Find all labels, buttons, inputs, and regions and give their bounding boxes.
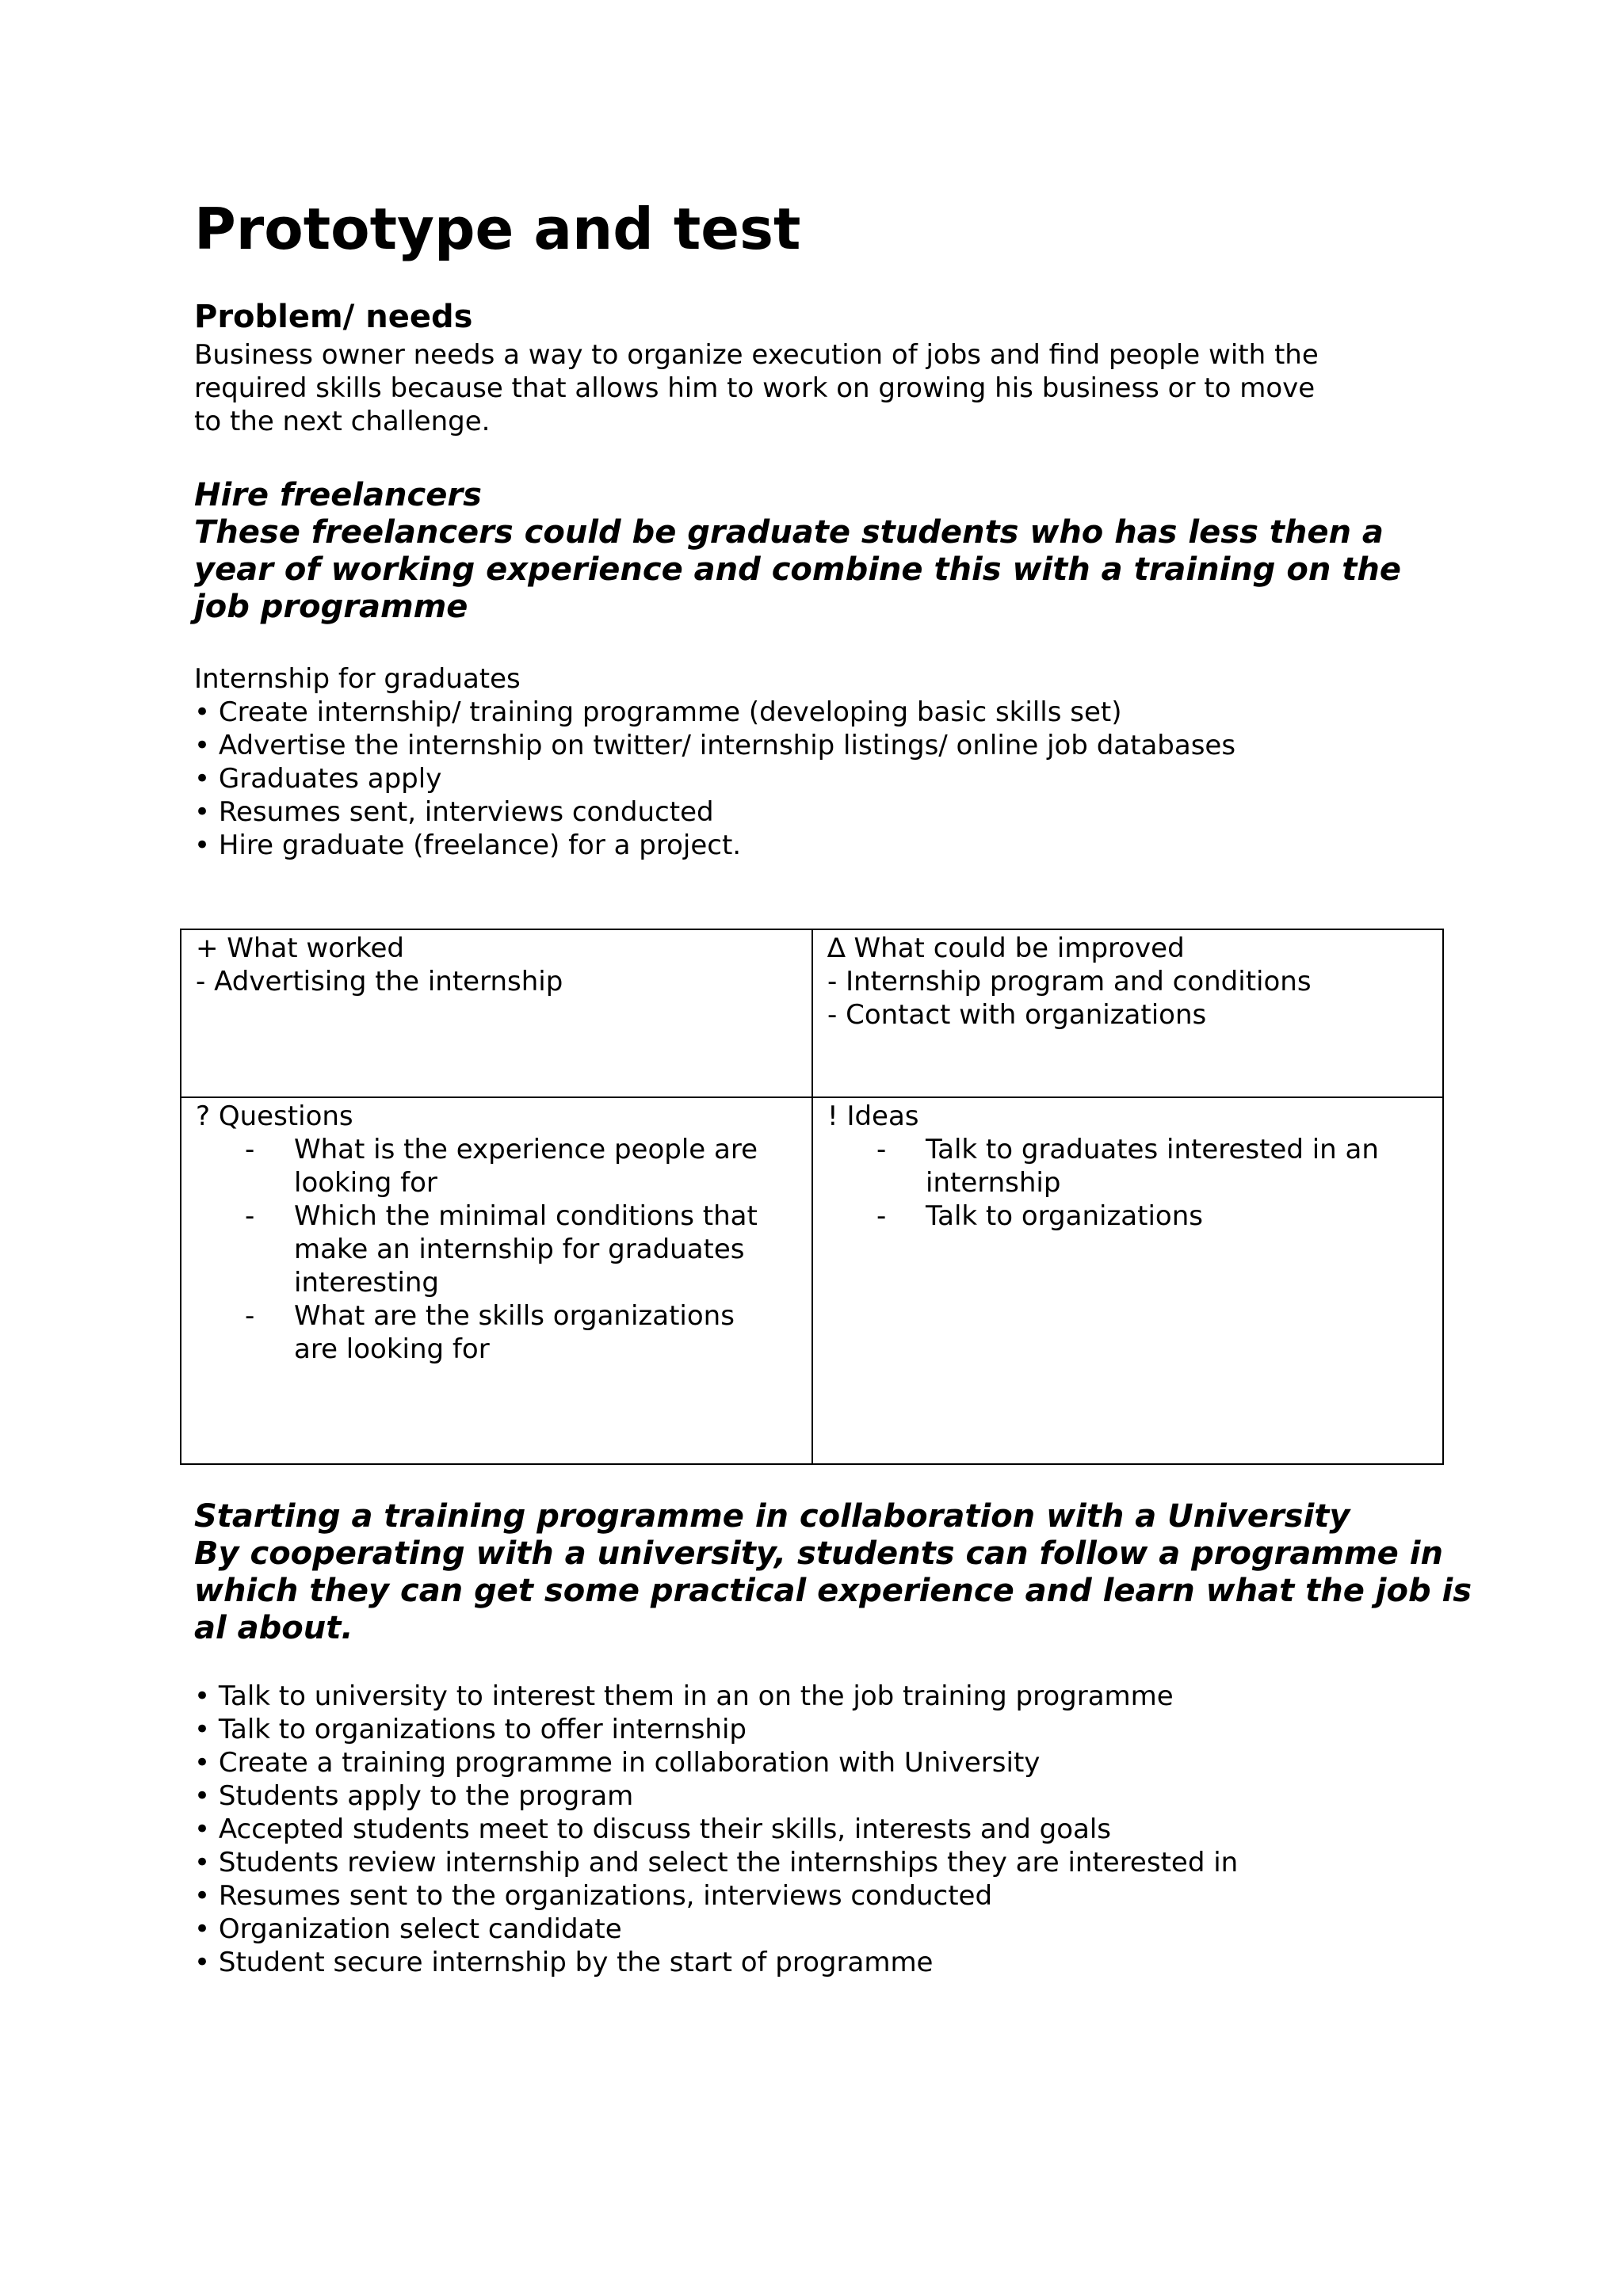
improved-item: - Contact with organizations <box>827 999 1207 1031</box>
question-line: make an internship for graduates <box>294 1234 745 1265</box>
internship-item: • Graduates apply <box>194 763 442 795</box>
training-line: By cooperating with a university, students can follow a programme in <box>194 1535 1443 1572</box>
internship-item: • Hire graduate (freelance) for a project. <box>194 830 742 861</box>
problem-line: required skills because that allows him to work on growing his business or to move <box>194 372 1316 404</box>
what-worked-cell <box>181 930 813 1098</box>
question-line: looking for <box>294 1167 437 1199</box>
internship-section <box>194 662 1235 862</box>
question-line: are looking for <box>294 1333 490 1365</box>
training-item: • Talk to university to interest them in an on the job training programme <box>194 1680 1174 1712</box>
question-line: What are the skills organizations <box>294 1300 735 1332</box>
training-steps-list <box>194 1680 1238 1979</box>
questions-heading: ? Questions <box>196 1100 353 1132</box>
training-item: • Talk to organizations to offer internship <box>194 1714 747 1745</box>
training-item: • Resumes sent to the organizations, interviews conducted <box>194 1880 993 1912</box>
questions-list <box>196 1133 812 1366</box>
hire-line: These freelancers could be graduate students who has less then a <box>194 514 1384 551</box>
page-title: Prototype and test <box>194 196 801 262</box>
hire-line: job programme <box>194 589 468 625</box>
internship-intro: Internship for graduates <box>194 663 521 695</box>
training-item: • Students review internship and select the internships they are interested in <box>194 1847 1239 1878</box>
problem-heading: Problem/ needs <box>194 299 473 335</box>
question-line: Which the minimal conditions that <box>294 1200 758 1232</box>
training-line: al about. <box>194 1610 353 1646</box>
question-line: What is the experience people are <box>294 1134 758 1165</box>
internship-item: • Create internship/ training programme (developing basic skills set) <box>194 696 1122 728</box>
training-programme-section <box>194 1498 1472 1647</box>
problem-line: Business owner needs a way to organize execution of jobs and find people with the <box>194 339 1319 371</box>
hire-line: year of working experience and combine this with a training on the <box>194 551 1401 588</box>
what-could-be-improved-cell <box>813 930 1442 1098</box>
question-item <box>196 1199 812 1299</box>
problem-paragraph <box>194 338 1319 438</box>
ideas-list <box>827 1133 1442 1233</box>
improved-item: - Internship program and conditions <box>827 966 1312 997</box>
ideas-cell <box>813 1098 1442 1463</box>
dash-bullet: - <box>876 1200 887 1232</box>
what-worked-item: - Advertising the internship <box>196 966 563 997</box>
training-item: • Student secure internship by the start of programme <box>194 1947 934 1978</box>
dash-bullet: - <box>876 1134 887 1165</box>
question-item <box>196 1299 812 1366</box>
training-item: • Accepted students meet to discuss their skills, interests and goals <box>194 1814 1112 1845</box>
dash-bullet: - <box>245 1300 255 1332</box>
training-item: • Students apply to the program <box>194 1780 634 1812</box>
question-line: interesting <box>294 1267 440 1299</box>
ideas-heading: ! Ideas <box>827 1100 919 1132</box>
training-heading: Starting a training programme in collaboration with a University <box>194 1498 1350 1535</box>
training-item: • Create a training programme in collaboration with University <box>194 1747 1041 1779</box>
idea-item <box>827 1199 1442 1233</box>
idea-line: Talk to organizations <box>926 1200 1203 1232</box>
question-item <box>196 1133 812 1199</box>
dash-bullet: - <box>245 1200 255 1232</box>
idea-line: internship <box>926 1167 1061 1199</box>
improved-heading: ∆ What could be improved <box>827 933 1185 964</box>
evaluation-grid <box>180 929 1444 1465</box>
hire-heading: Hire freelancers <box>194 477 482 513</box>
internship-item: • Resumes sent, interviews conducted <box>194 796 714 828</box>
dash-bullet: - <box>245 1134 255 1165</box>
training-line: which they can get some practical experience and learn what the job is <box>194 1573 1472 1609</box>
idea-item <box>827 1133 1442 1199</box>
what-worked-heading: + What worked <box>196 933 405 964</box>
internship-item: • Advertise the internship on twitter/ internship listings/ online job databases <box>194 730 1236 761</box>
problem-line: to the next challenge. <box>194 406 491 437</box>
idea-line: Talk to graduates interested in an <box>926 1134 1379 1165</box>
questions-cell <box>181 1098 813 1463</box>
training-item: • Organization select candidate <box>194 1913 622 1945</box>
hire-freelancers-section <box>194 477 1401 626</box>
